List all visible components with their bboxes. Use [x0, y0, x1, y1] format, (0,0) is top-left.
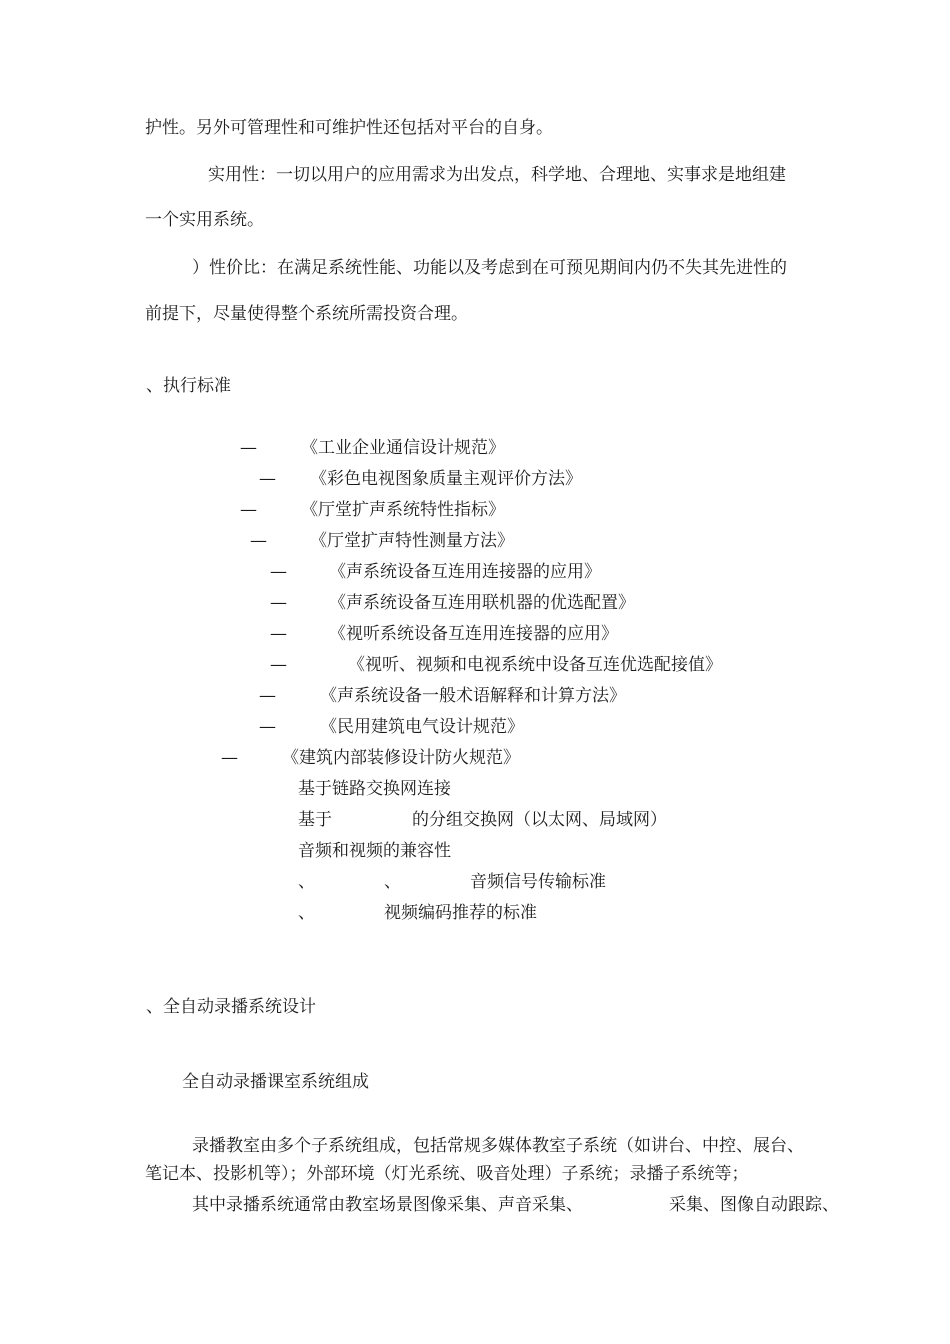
list-item: 的分组交换网（以太网、局域网）	[412, 810, 667, 830]
list-dash: —	[259, 469, 276, 489]
list-dash: —	[270, 624, 287, 644]
list-item: 、	[298, 903, 315, 923]
list-dash: —	[259, 686, 276, 706]
list-dash: —	[259, 717, 276, 737]
list-dash: —	[270, 562, 287, 582]
list-dash: —	[250, 531, 267, 551]
list-item: 基于链路交换网连接	[298, 779, 451, 799]
list-item: 《彩色电视图象质量主观评价方法》	[310, 469, 582, 489]
list-item: 《视听、视频和电视系统中设备互连优选配接值》	[348, 655, 722, 675]
list-item: 音频信号传输标准	[470, 872, 606, 892]
list-item: 《民用建筑电气设计规范》	[320, 717, 524, 737]
list-item: 《厅堂扩声特性测量方法》	[310, 531, 514, 551]
paragraph-line: 采集、图像自动跟踪、	[669, 1195, 839, 1215]
list-item: 《视听系统设备互连用连接器的应用》	[329, 624, 618, 644]
list-item: 、	[298, 872, 315, 892]
list-item: 《厅堂扩声系统特性指标》	[301, 500, 505, 520]
list-item: 视频编码推荐的标准	[384, 903, 537, 923]
list-item: 《声系统设备一般术语解释和计算方法》	[320, 686, 626, 706]
paragraph-line: 其中录播系统通常由教室场景图像采集、声音采集、	[192, 1195, 583, 1215]
section-heading: 、全自动录播系统设计	[146, 997, 316, 1017]
list-item: 、	[384, 872, 401, 892]
list-item: 《建筑内部装修设计防火规范》	[282, 748, 520, 768]
paragraph-line: 实用性：一切以用户的应用需求为出发点，科学地、合理地、实事求是地组建	[208, 165, 786, 185]
section-heading: 、执行标准	[146, 376, 231, 396]
list-item: 《工业企业通信设计规范》	[301, 438, 505, 458]
paragraph-line: ）性价比：在满足系统性能、功能以及考虑到在可预见期间内仍不失其先进性的	[192, 258, 787, 278]
paragraph-line: 录播教室由多个子系统组成，包括常规多媒体教室子系统（如讲台、中控、展台、	[192, 1136, 804, 1156]
paragraph-line: 笔记本、投影机等）；外部环境（灯光系统、吸音处理）子系统；录播子系统等；	[145, 1164, 749, 1184]
list-item: 基于	[298, 810, 332, 830]
list-dash: —	[240, 438, 257, 458]
list-dash: —	[240, 500, 257, 520]
list-item: 音频和视频的兼容性	[298, 841, 451, 861]
list-dash: —	[221, 748, 238, 768]
list-dash: —	[270, 655, 287, 675]
subsection-heading: 全自动录播课室系统组成	[182, 1072, 369, 1092]
list-item: 《声系统设备互连用连接器的应用》	[329, 562, 601, 582]
list-item: 《声系统设备互连用联机器的优选配置》	[329, 593, 635, 613]
paragraph-line: 护性。另外可管理性和可维护性还包括对平台的自身。	[145, 118, 553, 138]
list-dash: —	[270, 593, 287, 613]
paragraph-line: 前提下，尽量使得整个系统所需投资合理。	[145, 304, 468, 324]
paragraph-line: 一个实用系统。	[145, 210, 264, 230]
